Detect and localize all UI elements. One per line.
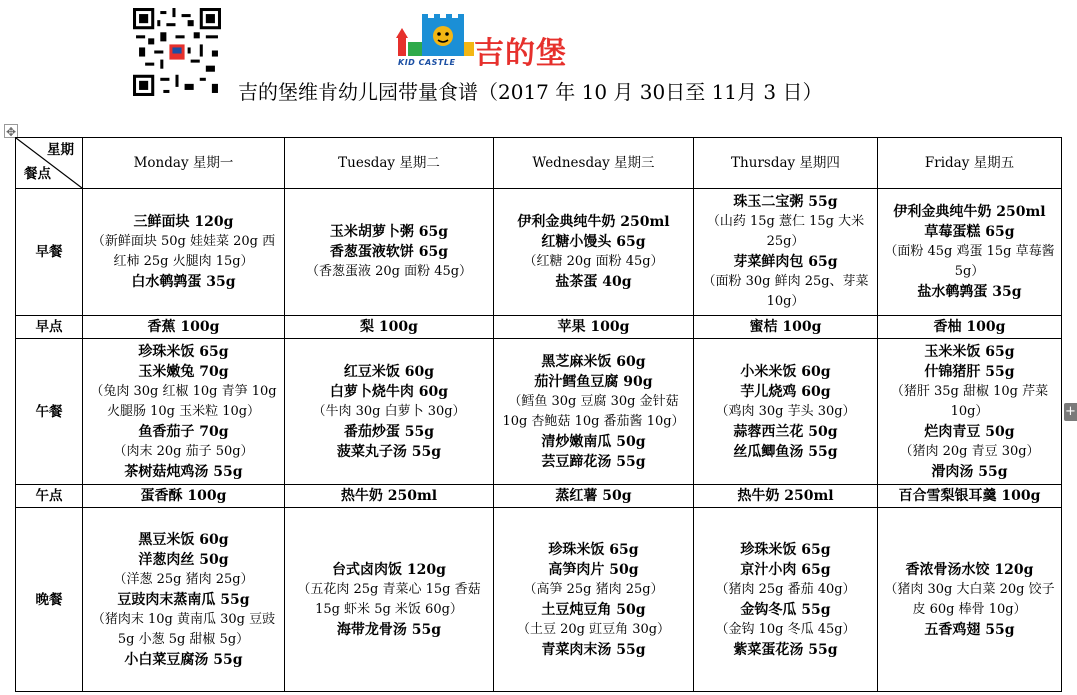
dish-name: 京汁小肉 65g [740,561,831,578]
menu-cell-wednesday [494,508,694,692]
menu-cell-thursday [694,339,878,485]
dish-name: 小米米饭 60g [740,363,831,380]
dish-name: 紫菜蛋花汤 55g [733,641,838,658]
dish-name: 清炒嫩南瓜 50g [541,433,646,450]
dish-name: 海带龙骨汤 55g [336,621,442,638]
meal-label: 晚餐 [16,508,83,692]
day-header-friday: Friday 星期五 [878,138,1062,189]
dish-name: 滑肉汤 55g [931,463,1008,480]
dish-name: 香蕉 100g [147,319,220,335]
add-column-icon[interactable]: + [1065,404,1076,419]
dish-name: 盐茶蛋 40g [555,274,632,290]
ingredient-detail: （金钩 10g 冬瓜 45g） [715,621,856,637]
logo-wordmark: 吉的堡 [474,36,567,71]
dish-name: 茄汁鳕鱼豆腐 90g [534,373,653,390]
menu-cell-thursday [694,189,878,316]
dish-name: 热牛奶 250ml [737,488,834,504]
dish-name: 茶树菇炖鸡汤 55g [124,463,243,480]
dish-name: 香葱蛋液软饼 65g [329,244,449,260]
dish-name: 珍珠米饭 65g [138,343,229,360]
corner-header-cell [16,138,83,189]
dish-name: 香浓骨汤水饺 120g [905,561,1034,578]
ingredient-detail: （牛肉 30g 白萝卜 30g） [312,403,466,419]
dish-name: 红豆米饭 60g [343,363,435,380]
dish-name: 珠玉二宝粥 55g [733,194,838,210]
menu-cell-monday [83,189,285,316]
menu-cell-tuesday [285,189,494,316]
meal-label: 午餐 [16,339,83,485]
dish-name: 金钩冬瓜 55g [740,601,831,618]
menu-cell-tuesday [285,485,494,508]
dish-name: 蒸红薯 50g [555,488,632,504]
meal-row [16,316,1062,339]
menu-cell-wednesday [494,316,694,339]
ingredient-detail: （高笋 25g 猪肉 25g） [523,581,664,597]
dish-name: 青菜肉末汤 55g [541,641,646,658]
dish-name: 盐水鹌鹑蛋 35g [917,284,1022,300]
menu-cell-thursday [694,508,878,692]
ingredient-detail: （猪肉末 10g 黄南瓜 30g 豆豉 5g 小葱 5g 甜椒 5g） [91,611,276,647]
menu-cell-thursday [694,485,878,508]
menu-cell-wednesday [494,485,694,508]
qr-code-image [133,8,221,96]
ingredient-detail: （土豆 20g 豇豆角 30g） [516,621,671,637]
menu-cell-tuesday [285,508,494,692]
menu-cell-monday [83,485,285,508]
dish-name: 玉米米饭 65g [924,343,1015,360]
dish-name: 草莓蛋糕 65g [924,224,1015,240]
dish-name: 高笋肉片 50g [548,561,639,578]
menu-table [15,137,1062,692]
day-header-wednesday: Wednesday 星期三 [494,138,694,189]
meal-row [16,339,1062,485]
dish-name: 苹果 100g [557,319,630,335]
dish-name: 白萝卜烧牛肉 60g [329,383,449,400]
dish-name: 芽菜鲜肉包 65g [733,254,838,270]
ingredient-detail: （鳕鱼 30g 豆腐 30g 金针菇 10g 杏鲍菇 10g 番茄酱 10g） [502,393,685,429]
dish-name: 烂肉青豆 50g [924,423,1015,440]
dish-name: 菠菜丸子汤 55g [336,443,442,460]
dish-name: 五香鸡翅 55g [924,621,1015,638]
dish-name: 百合雪梨银耳羹 100g [898,488,1041,504]
ingredient-detail: （新鲜面块 50g 娃娃菜 20g 西红柿 25g 火腿肉 15g） [91,234,276,269]
ingredient-detail: （肉末 20g 茄子 50g） [113,443,254,459]
dish-name: 蛋香酥 100g [140,488,227,504]
corner-label-weekday: 星期 [47,142,74,158]
ingredient-detail: （山药 15g 薏仁 15g 大米 25g） [706,214,865,249]
meal-row [16,189,1062,316]
meal-label: 早点 [16,316,83,339]
menu-cell-thursday [694,316,878,339]
dish-name: 洋葱肉丝 50g [138,551,229,568]
menu-cell-friday [878,316,1062,339]
dish-name: 芸豆蹄花汤 55g [541,453,646,470]
dish-name: 玉米胡萝卜粥 65g [329,224,449,240]
dish-name: 香柚 100g [933,319,1006,335]
dish-name: 芋儿烧鸡 60g [740,383,831,400]
ingredient-detail: （兔肉 30g 红椒 10g 青笋 10g 火腿肠 10g 玉米粒 10g） [90,383,277,419]
ingredient-detail: （面粉 45g 鸡蛋 15g 草莓酱 5g） [884,244,1055,279]
menu-cell-monday [83,316,285,339]
ingredient-detail: （猪肉 25g 番茄 40g） [715,581,856,597]
dish-name: 热牛奶 250ml [340,488,438,504]
menu-cell-friday [878,508,1062,692]
ingredient-detail: （香葱蛋液 20g 面粉 45g） [305,264,473,279]
ingredient-detail: （红糖 20g 面粉 45g） [523,254,664,269]
dish-name: 三鲜面块 120g [133,214,234,230]
ingredient-detail: （鸡肉 30g 芋头 30g） [715,403,856,419]
day-header-thursday: Thursday 星期四 [694,138,878,189]
meal-row [16,485,1062,508]
dish-name: 丝瓜鲫鱼汤 55g [733,443,838,460]
dish-name: 小白菜豆腐汤 55g [124,651,243,668]
dish-name: 红糖小馒头 65g [541,234,646,250]
dish-name: 什锦猪肝 55g [924,363,1015,380]
table-move-handle-icon[interactable]: ✥ [5,125,17,139]
dish-name: 珍珠米饭 65g [548,541,639,558]
dish-name: 玉米嫩兔 70g [138,363,229,380]
menu-cell-tuesday [285,316,494,339]
dish-name: 伊利金典纯牛奶 250ml [893,204,1046,220]
dish-name: 白水鹌鹑蛋 35g [131,274,236,290]
menu-cell-friday [878,339,1062,485]
dish-name: 珍珠米饭 65g [740,541,831,558]
day-header-tuesday: Tuesday 星期二 [285,138,494,189]
dish-name: 番茄炒蛋 55g [343,423,435,440]
ingredient-detail: （洋葱 25g 猪肉 25g） [113,571,254,587]
dish-name: 豆豉肉末蒸南瓜 55g [117,591,250,608]
dish-name: 黑豆米饭 60g [138,531,229,548]
meal-row [16,508,1062,692]
header-row [16,138,1062,189]
menu-cell-tuesday [285,339,494,485]
dish-name: 黑芝麻米饭 60g [541,353,646,370]
day-header-monday: Monday 星期一 [83,138,285,189]
meal-label: 午点 [16,485,83,508]
menu-cell-monday [83,508,285,692]
dish-name: 蒜蓉西兰花 50g [733,423,838,440]
menu-cell-friday [878,189,1062,316]
menu-cell-wednesday [494,189,694,316]
ingredient-detail: （猪肝 35g 甜椒 10g 芹菜 10g） [890,383,1049,419]
ingredient-detail: （五花肉 25g 青菜心 15g 香菇 15g 虾米 5g 米饭 60g） [297,581,481,617]
menu-cell-monday [83,339,285,485]
dish-name: 蜜桔 100g [749,319,822,335]
dish-name: 伊利金典纯牛奶 250ml [517,214,670,230]
meal-label: 早餐 [16,189,83,316]
logo-subtitle: KID CASTLE [398,58,456,67]
ingredient-detail: （面粉 30g 鲜肉 25g、芽菜 10g） [702,274,869,309]
corner-label-meal: 餐点 [24,166,51,182]
menu-cell-friday [878,485,1062,508]
page-title: 吉的堡维肯幼儿园带量食谱（2017 年 10 月 30日至 11月 3 日） [238,80,823,104]
ingredient-detail: （猪肉 30g 大白菜 20g 饺子皮 60g 棒骨 10g） [884,581,1055,617]
dish-name: 鱼香茄子 70g [138,423,229,440]
dish-name: 土豆炖豆角 50g [541,601,646,618]
dish-name: 台式卤肉饭 120g [332,561,446,578]
menu-cell-wednesday [494,339,694,485]
ingredient-detail: （猪肉 20g 青豆 30g） [899,443,1040,459]
dish-name: 梨 100g [360,319,418,335]
